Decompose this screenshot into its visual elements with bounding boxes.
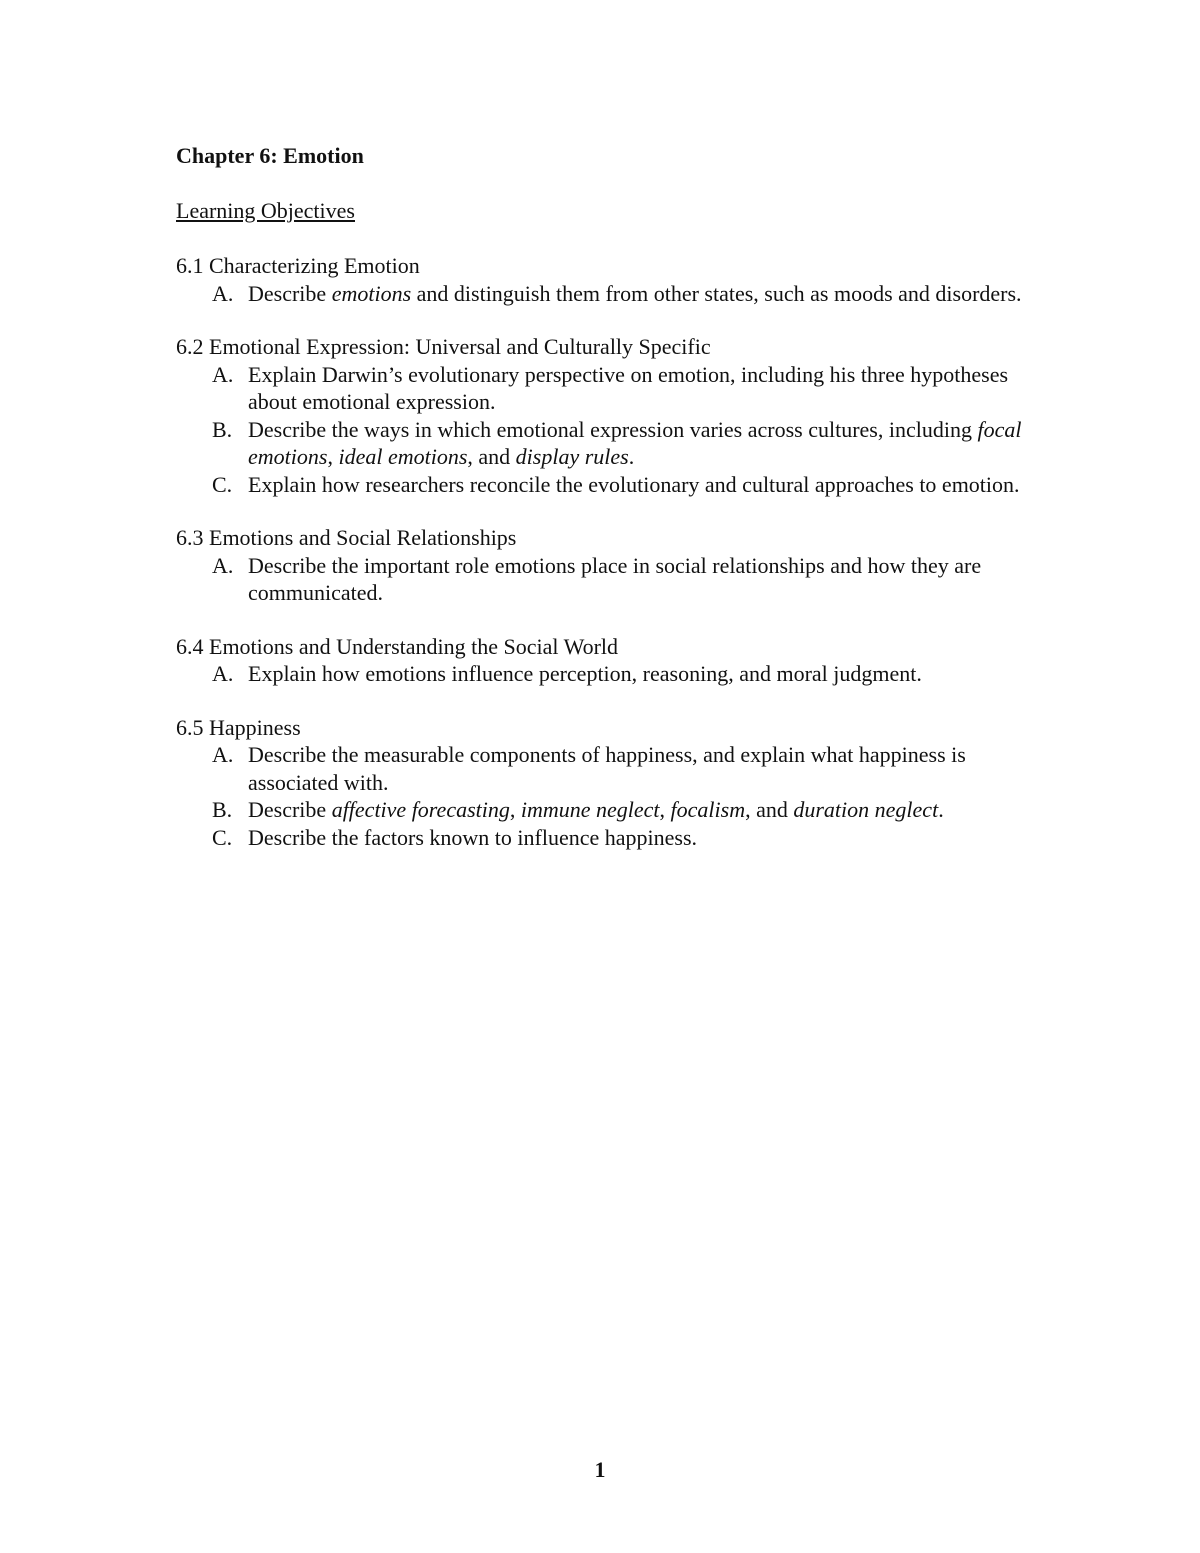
objective-item: [176, 361, 1036, 416]
objective-text: [248, 362, 1008, 415]
objective-text-part: .: [628, 444, 635, 469]
objective-section: [176, 333, 1036, 498]
objective-letter: B.: [212, 416, 233, 442]
learning-objectives-heading: Learning Objectives: [176, 198, 355, 223]
objective-item: [176, 471, 1036, 499]
objective-text: [248, 661, 922, 686]
key-term: focal emotions: [248, 416, 1022, 469]
page-number: 1: [594, 1457, 606, 1482]
objective-text-part: Explain Darwin’s evolutionary perspective on emotion, including his three hypotheses about emotional expression.: [248, 361, 1009, 414]
sections-list: [176, 252, 1036, 851]
objective-text-part: , and: [467, 444, 516, 469]
document-body: [176, 140, 1036, 851]
objective-item: [176, 416, 1036, 471]
objective-text: [248, 417, 1021, 470]
key-term: duration neglect: [793, 797, 939, 822]
objective-letter: A.: [212, 361, 234, 387]
objective-text-part: Explain how emotions influence perception, reasoning, and moral judgment.: [248, 661, 922, 686]
objective-letter: B.: [212, 797, 233, 822]
objective-item: [176, 741, 1036, 796]
objective-item: [176, 552, 1036, 607]
key-term: affective forecasting: [331, 797, 510, 822]
objective-item: [176, 660, 1036, 688]
objective-letter: A.: [212, 661, 234, 686]
objective-text-part: Describe the important role emotions place in social relationships and how they are communicated.: [248, 552, 982, 605]
objective-text-part: Describe the measurable components of happiness, and explain what happiness is associated with.: [248, 742, 966, 795]
objective-item: [176, 824, 1036, 852]
objective-text-part: Describe the factors known to influence happiness.: [248, 824, 698, 850]
objective-list: [176, 660, 1036, 688]
section-title: 6.5 Happiness: [176, 714, 301, 740]
objective-letter: C.: [212, 471, 233, 497]
objective-text-part: Describe: [248, 280, 332, 306]
key-term: ideal emotions: [338, 444, 468, 469]
key-term: focalism: [670, 797, 746, 822]
objective-item: [176, 796, 1036, 824]
key-term: immune neglect: [520, 797, 660, 822]
objective-list: [176, 552, 1036, 607]
key-term: display rules: [515, 444, 629, 469]
objective-text-part: , and: [745, 797, 794, 822]
chapter-title: Chapter 6: Emotion: [176, 143, 364, 168]
objective-text-part: Describe: [248, 797, 332, 822]
objective-letter: A.: [212, 742, 234, 767]
objective-section: [176, 252, 1036, 307]
objective-list: [176, 361, 1036, 499]
objective-text-part: Describe the ways in which emotional expression varies across cultures, including: [248, 416, 978, 442]
objective-list: [176, 280, 1036, 308]
objective-text: [248, 797, 944, 822]
objective-letter: A.: [212, 280, 234, 306]
section-title: 6.4 Emotions and Understanding the Social World: [176, 633, 619, 659]
objective-section: [176, 524, 1036, 607]
objective-item: [176, 280, 1036, 308]
objective-text: [248, 553, 981, 606]
objective-text: [248, 281, 1022, 306]
objective-text-part: ,: [327, 444, 339, 469]
objective-text-part: Explain how researchers reconcile the evolutionary and cultural approaches to emotion.: [248, 471, 1020, 497]
objective-text-part: and distinguish them from other states, such as moods and disorders.: [411, 280, 1022, 306]
section-title: 6.1 Characterizing Emotion: [176, 253, 420, 278]
objective-text: [248, 825, 697, 850]
objective-section: [176, 714, 1036, 852]
objective-text-part: .: [938, 797, 944, 822]
objective-text-part: ,: [659, 797, 671, 822]
objective-letter: A.: [212, 552, 234, 578]
objective-text: [248, 472, 1020, 497]
objective-text-part: ,: [509, 797, 521, 822]
objective-text: [248, 742, 966, 795]
section-title: 6.3 Emotions and Social Relationships: [176, 525, 517, 550]
objective-letter: C.: [212, 824, 233, 850]
section-title: 6.2 Emotional Expression: Universal and Culturally Specific: [176, 334, 711, 359]
objective-section: [176, 633, 1036, 688]
objective-list: [176, 741, 1036, 851]
key-term: emotions: [331, 280, 412, 306]
